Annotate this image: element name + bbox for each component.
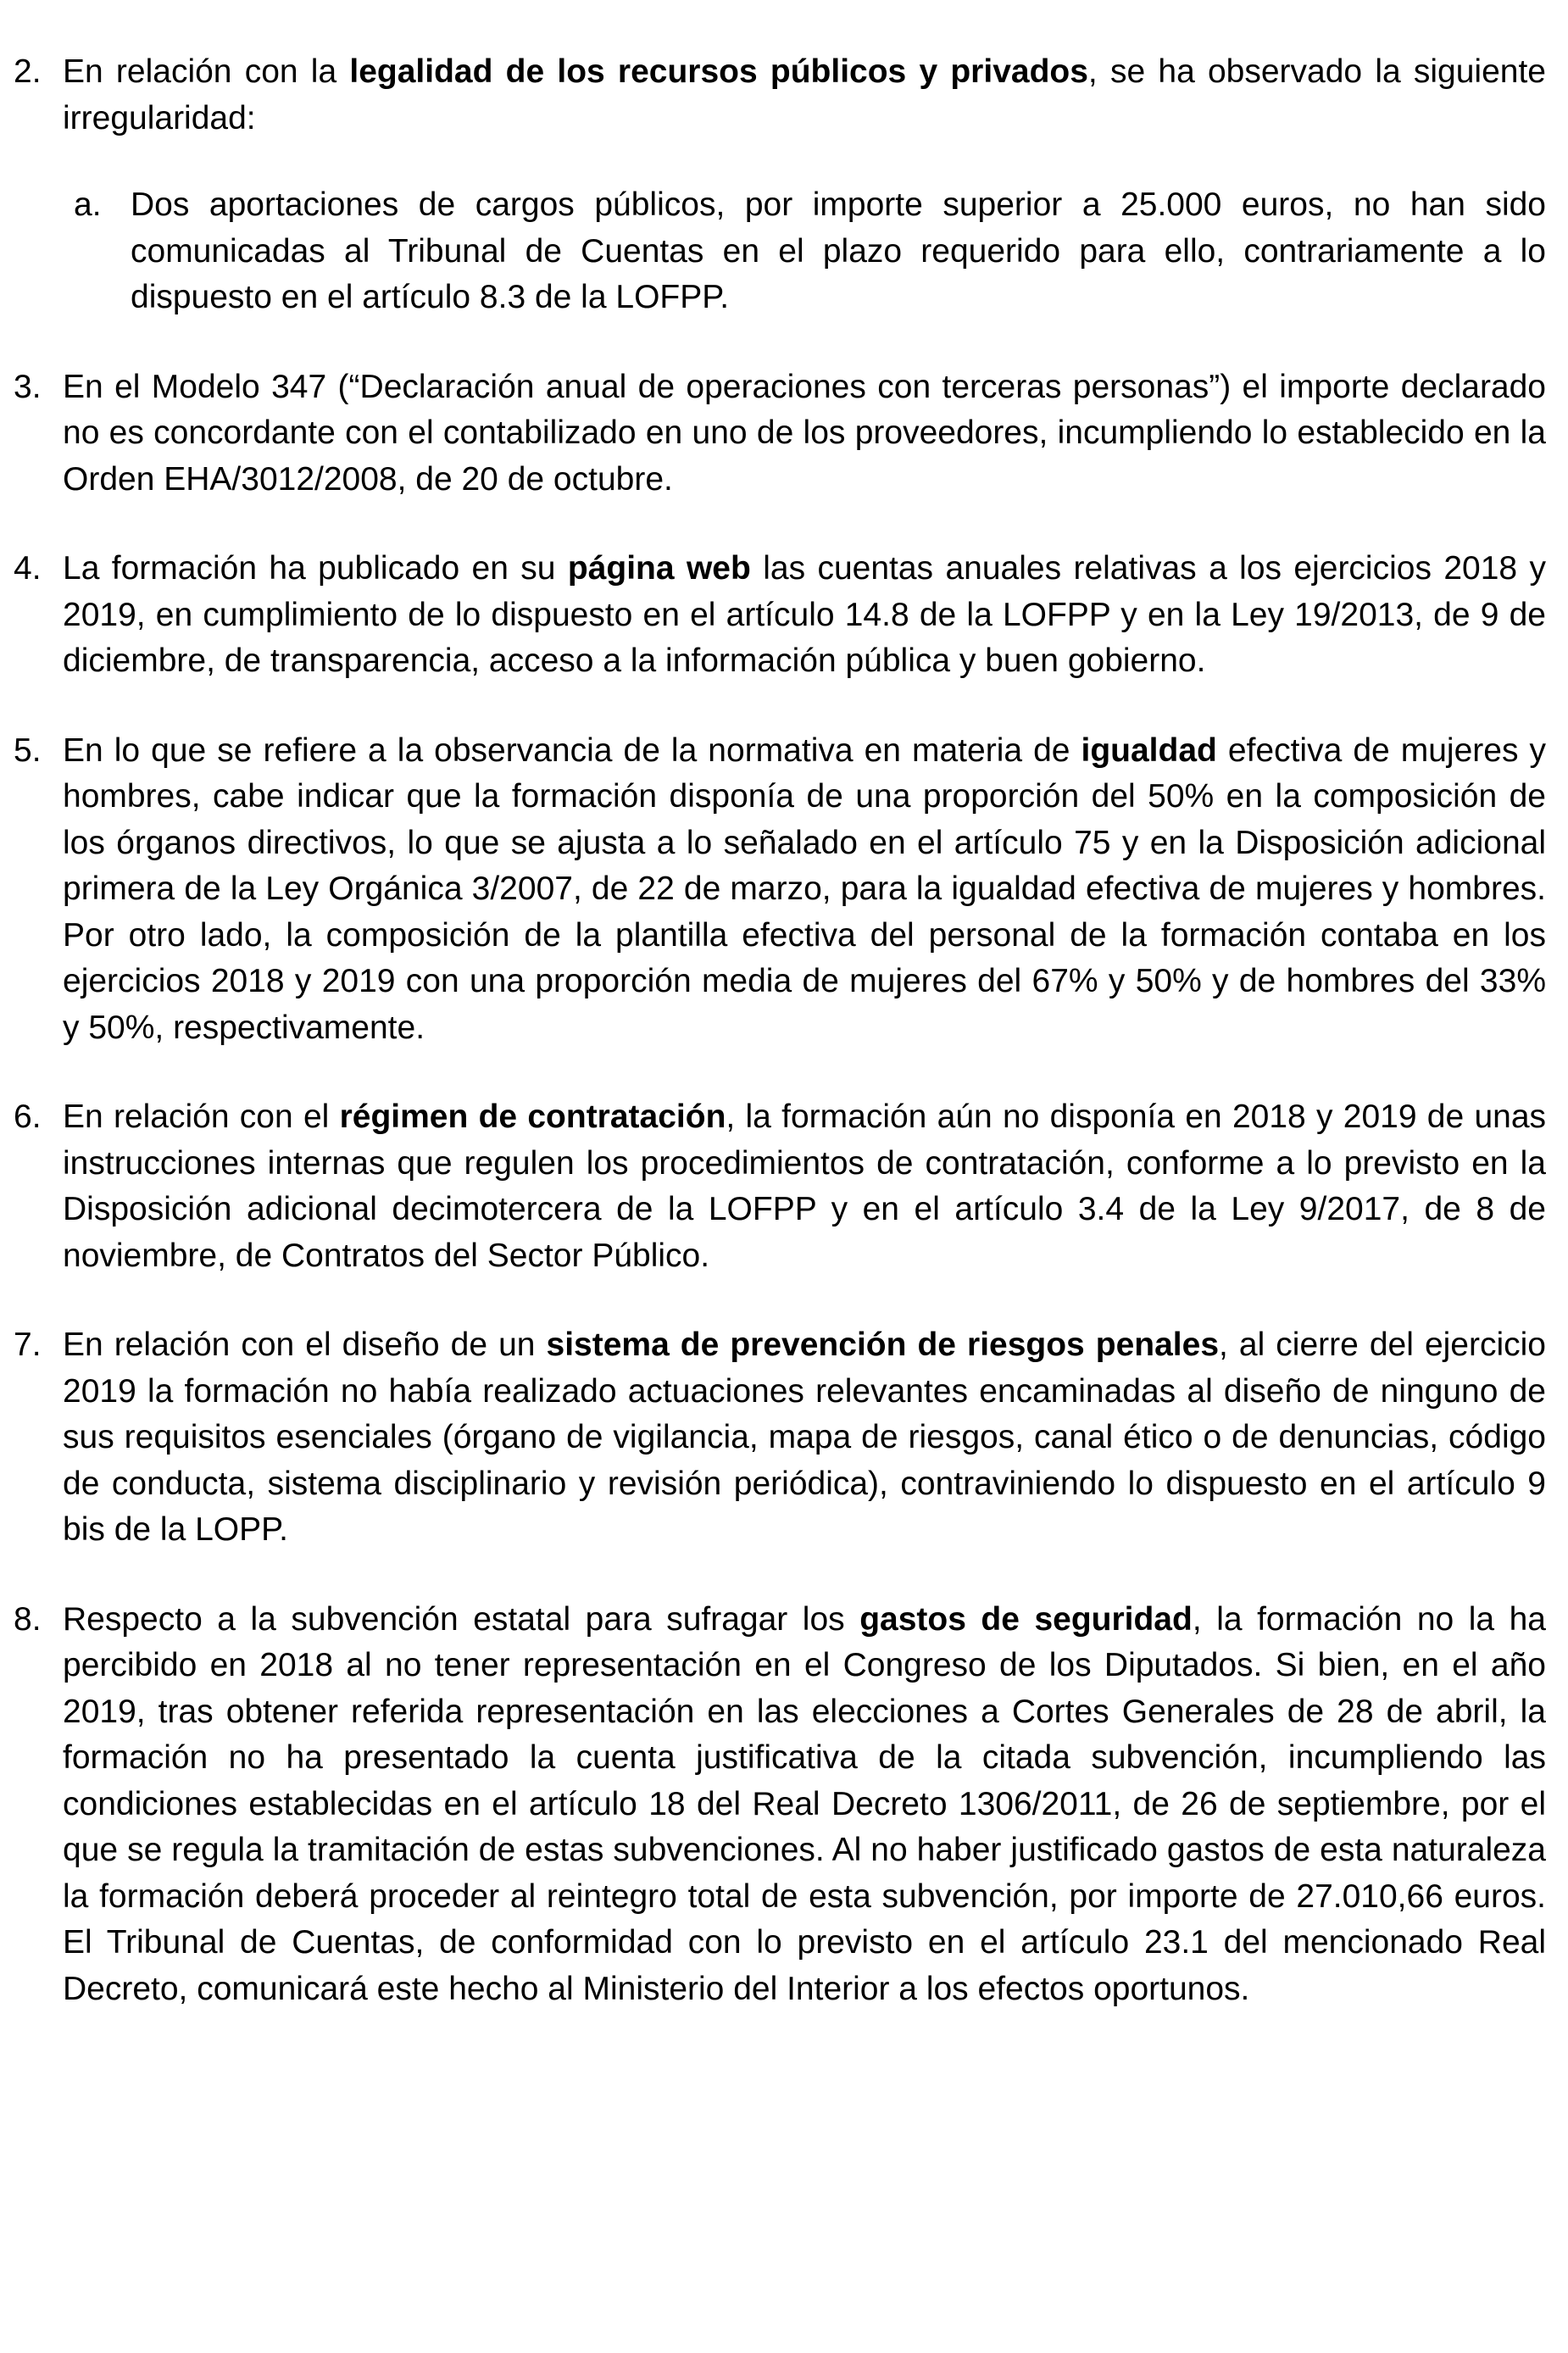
list-item-number: 3. bbox=[14, 368, 42, 405]
list-item-text-pre: La formación ha publicado en su bbox=[63, 550, 568, 587]
sub-item-text: Dos aportaciones de cargos públicos, por importe superior a 25.000 euros, no han sido comunicadas al Tribunal de Cuentas en el plazo requerido para ello, contrariamente a lo dispuesto en el artículo 8.3 de la LOFPP. bbox=[131, 186, 1546, 315]
list-item-text-post: , la formación aún no disponía en 2018 y 2019 de unas instrucciones internas que regulen los procedimientos de contratación, conforme a lo previsto en la Disposición adicional decimotercera de la LOFPP y en el artículo 3.4 de la Ley 9/2017, de 8 de noviembre, de Contratos del Sector Público. bbox=[63, 1099, 1547, 1274]
list-item-number: 5. bbox=[14, 731, 42, 769]
list-item-text-post: , se ha observado la siguiente irregularidad: bbox=[63, 53, 1546, 136]
list-item-text-post: , la formación no la ha percibido en 2018 al no tener representación en el Congreso de los Diputados. Si bien, en el año 2019, tras obtener referida representación en las elecciones a Cortes Generales de 28 de abril, la formación no ha presentado la cuenta justificativa de la citada subvención, incumpliendo las condiciones establecidas en el artículo 18 del Real Decreto 1306/2011, de 26 de septiembre, por el que se regula la tramitación de estas subvenciones. Al no haber justificado gastos de esta naturaleza la formación deberá proceder al reintegro total de esta subvención, por importe de 27.010,66 euros. El Tribunal de Cuentas, de conformidad con lo previsto en el artículo 23.1 del mencionado Real Decreto, comunicará este hecho al Ministerio del Interior a los efectos oportunos. bbox=[63, 1600, 1546, 2007]
list-item-number: 8. bbox=[14, 1600, 42, 1638]
list-item-text-bold: página web bbox=[567, 550, 751, 587]
list-item-text-post: las cuentas anuales relativas a los ejercicios 2018 y 2019, en cumplimiento de lo dispuesto en el artículo 14.8 de la LOFPP y en la Ley 19/2013, de 9 de diciembre, de transparencia, acceso a la información pública y buen gobierno. bbox=[63, 550, 1546, 679]
list-item-text-bold: sistema de prevención de riesgos penales bbox=[546, 1327, 1220, 1363]
list-item-text-pre: Respecto a la subvención estatal para sufragar los bbox=[63, 1600, 860, 1638]
list-item-text-post: efectiva de mujeres y hombres, cabe indicar que la formación disponía de una proporción del 50% en la composición de los órganos directivos, lo que se ajusta a lo señalado en el artículo 75 y en la Disposición adicional primera de la Ley Orgánica 3/2007, de 22 de marzo, para la igualdad efectiva de mujeres y hombres. Por otro lado, la composición de la plantilla efectiva del personal de la formación contaba en los ejercicios 2018 y 2019 con una proporción media de mujeres del 67% y 50% y de hombres del 33% y 50%, respectivamente. bbox=[63, 731, 1546, 1046]
list-item-text-bold: gastos de seguridad bbox=[859, 1600, 1193, 1638]
list-item-text: En el Modelo 347 (“Declaración anual de operaciones con terceras personas”) el importe declarado no es concordante con el contabilizado en uno de los proveedores, incumpliendo lo establecido en la Orden EHA/3012/2008, de 20 de octubre. bbox=[63, 368, 1546, 498]
list-item-7 bbox=[0, 1322, 1546, 1554]
list-item-5 bbox=[0, 728, 1546, 1052]
list-item-text-bold: régimen de contratación bbox=[339, 1099, 726, 1135]
list-item-text-bold: legalidad de los recursos públicos y privados bbox=[349, 53, 1088, 90]
sub-item-label: a. bbox=[74, 186, 102, 223]
list-item-number: 6. bbox=[14, 1099, 42, 1135]
sub-item-a bbox=[63, 182, 1546, 321]
list-item-text-post: , al cierre del ejercicio 2019 la formación no había realizado actuaciones relevantes encaminadas al diseño de ninguno de sus requisitos esenciales (órgano de vigilancia, mapa de riesgos, canal ético o de denuncias, código de conducta, sistema disciplinario y revisión periódica), contraviniendo lo dispuesto en el artículo 9 bis de la LOPP. bbox=[63, 1327, 1547, 1548]
list-item-number: 2. bbox=[14, 53, 42, 90]
list-item-2 bbox=[0, 49, 1546, 321]
list-item-text-pre: En relación con el bbox=[63, 1099, 340, 1135]
list-item-text-pre: En lo que se refiere a la observancia de la normativa en materia de bbox=[63, 731, 1081, 769]
list-item-text-pre: En relación con la bbox=[63, 53, 350, 90]
list-item-3 bbox=[0, 364, 1546, 503]
list-item-text-bold: igualdad bbox=[1081, 731, 1217, 769]
list-item-6 bbox=[0, 1094, 1546, 1279]
list-item-number: 4. bbox=[14, 550, 42, 587]
list-item-8 bbox=[0, 1597, 1546, 2013]
list-item-number: 7. bbox=[14, 1327, 42, 1363]
list-item-4 bbox=[0, 546, 1546, 685]
list-item-text-pre: En relación con el diseño de un bbox=[63, 1327, 547, 1363]
